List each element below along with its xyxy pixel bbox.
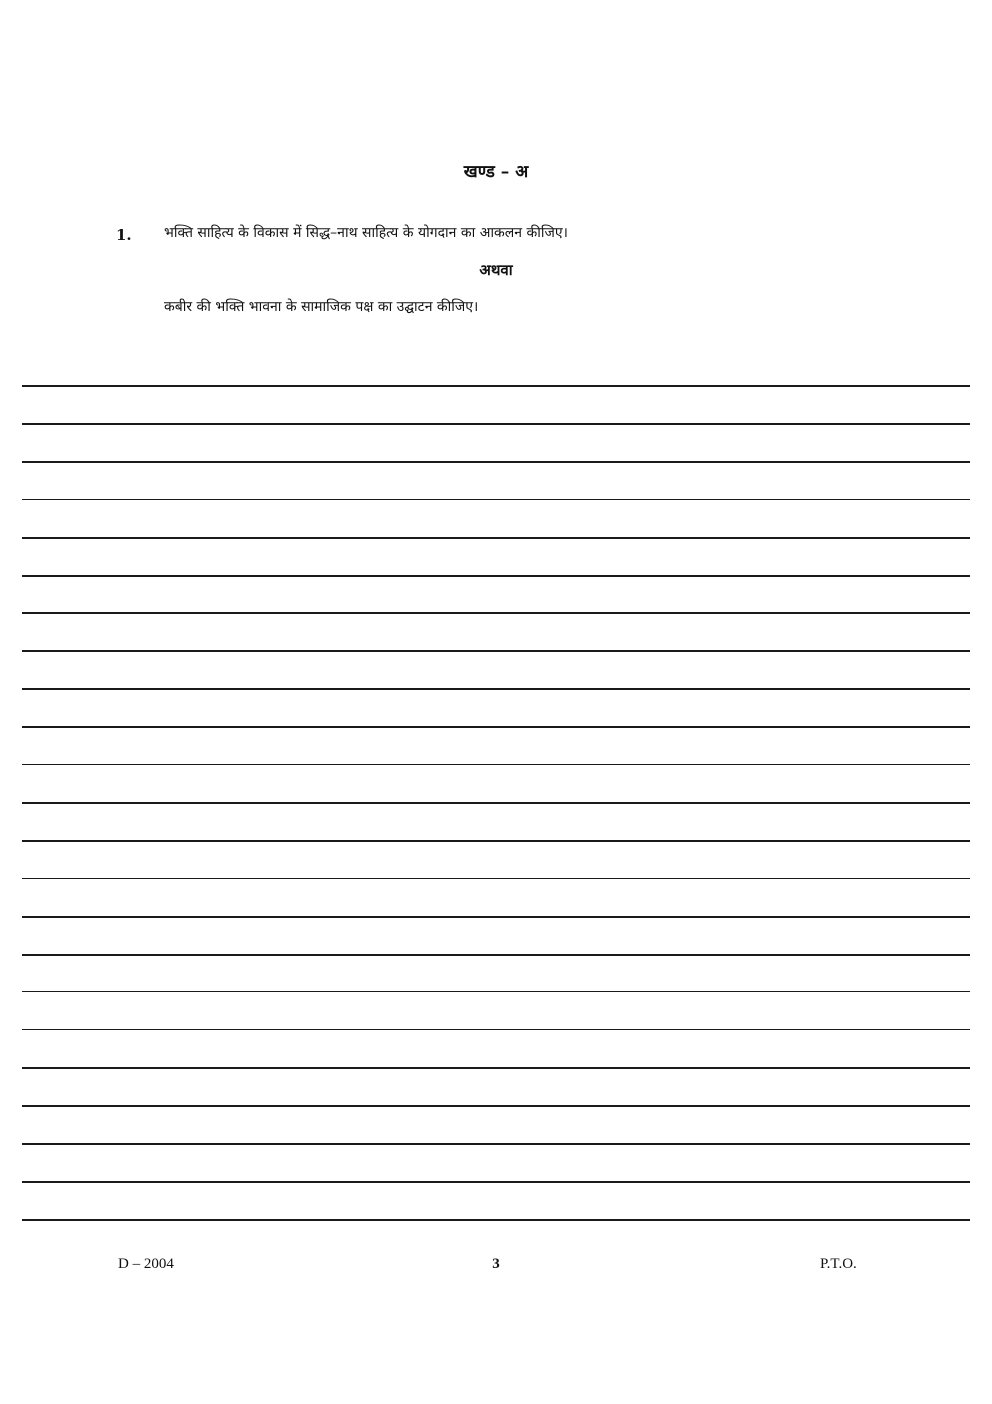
- footer-pto: P.T.O.: [820, 1256, 857, 1272]
- answer-line: [22, 954, 970, 956]
- answer-line: [22, 840, 970, 842]
- answer-line: [22, 423, 970, 425]
- answer-line: [22, 575, 970, 577]
- alternative-question-text: कबीर की भक्ति भावना के सामाजिक पक्ष का उद्घाटन कीजिए।: [164, 299, 479, 315]
- answer-line: [22, 1029, 970, 1030]
- question-number: 1.: [116, 226, 132, 244]
- answer-line: [22, 1067, 970, 1069]
- answer-line: [22, 802, 970, 804]
- answer-line: [22, 612, 970, 614]
- answer-line: [22, 1105, 970, 1107]
- question-text: भक्ति साहित्य के विकास में सिद्ध–नाथ साहित्य के योगदान का आकलन कीजिए।: [164, 225, 568, 241]
- footer-code: D – 2004: [118, 1256, 174, 1272]
- answer-line: [22, 1143, 970, 1145]
- answer-line: [22, 1181, 970, 1183]
- answer-line: [22, 1219, 970, 1221]
- answer-line: [22, 916, 970, 918]
- footer-page-number: 3: [492, 1256, 500, 1272]
- answer-line: [22, 537, 970, 539]
- answer-line: [22, 726, 970, 728]
- answer-line: [22, 650, 970, 652]
- or-label: अथवा: [479, 261, 513, 279]
- answer-line: [22, 764, 970, 765]
- answer-line: [22, 688, 970, 690]
- answer-line: [22, 461, 970, 463]
- answer-line: [22, 991, 970, 992]
- answer-line: [22, 878, 970, 879]
- answer-line: [22, 385, 970, 387]
- answer-line: [22, 499, 970, 500]
- section-title: खण्ड – अ: [463, 162, 529, 182]
